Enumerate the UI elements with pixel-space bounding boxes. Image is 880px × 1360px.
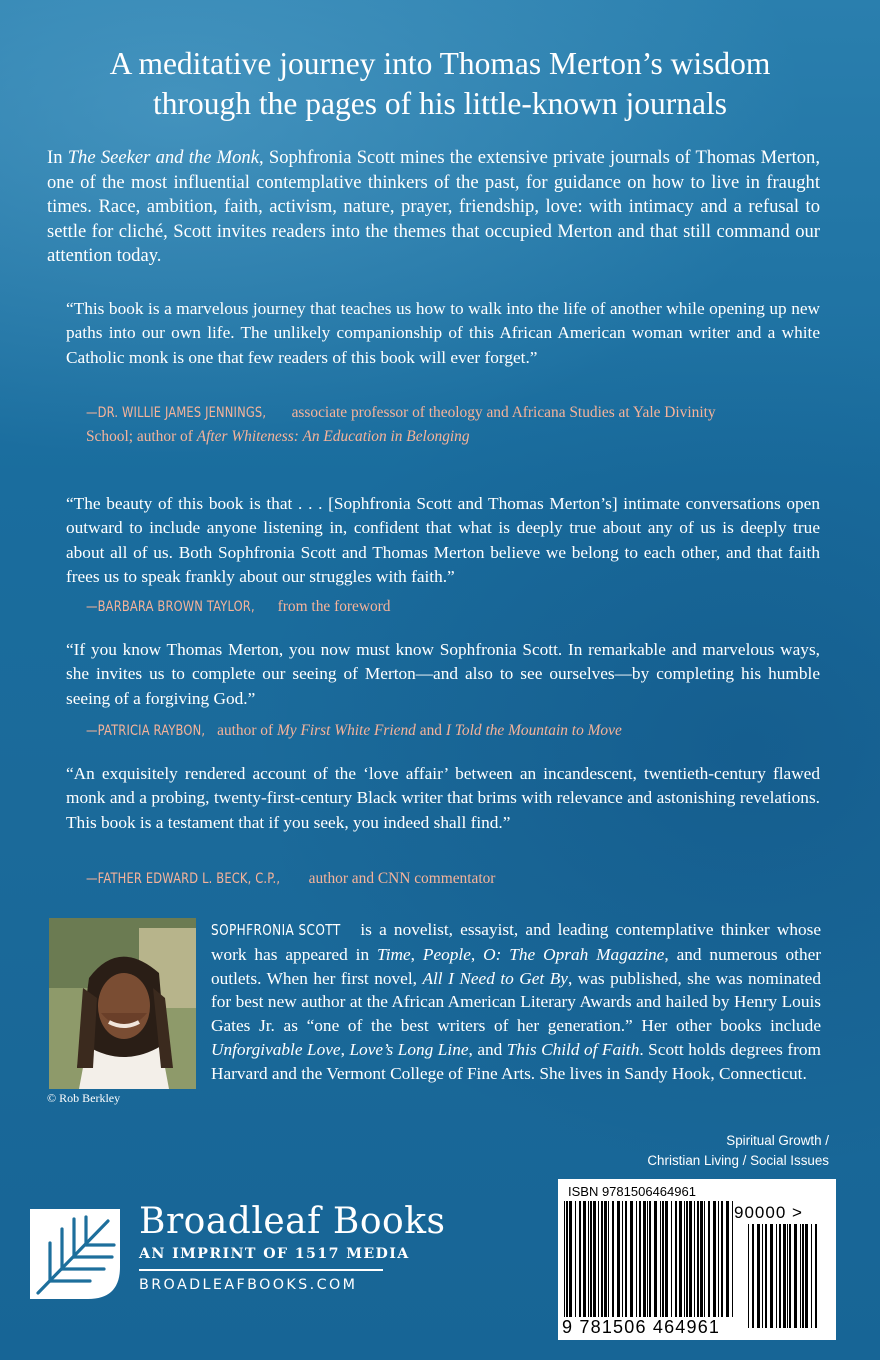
author-photo xyxy=(49,918,196,1089)
bio-text-8: . Scott holds degrees from Harvard and the Vermont College of Fine Arts. She lives in Sandy Hook, Connecticut. xyxy=(211,1039,821,1083)
bio-text-5: , was published, she was nominated for best new author at the African American Literary Awards and hailed by Henry Louis Gates Jr. as “one of the best writers of her generation.” Her other books include xyxy=(211,968,821,1036)
bio-book-4: This Child of Faith xyxy=(506,1039,640,1059)
author-bio xyxy=(211,918,821,1086)
intro-paragraph xyxy=(47,146,820,269)
bio-text-4: , and numerous other outlets. When her first novel, xyxy=(211,944,822,988)
publisher-url: BROADLEAFBOOKS.COM xyxy=(139,1277,358,1293)
photo-credit: © Rob Berkley xyxy=(47,1091,121,1105)
endorsement-attribution-1 xyxy=(86,401,766,448)
bio-text-2: , xyxy=(410,944,423,964)
endorser-book-1: After Whiteness: An Education in Belonging xyxy=(196,428,470,445)
endorsement-quote-2: “The beauty of this book is that . . . [Sophfronia Scott and Thomas Merton’s] intimate conversations open outward to include anyone listening in, confident that what is deeply true about any of us is deeply true about all of us. Both Sophfronia Scott and Thomas Merton believe we belong to each other, and that faith frees us to speak frankly about our struggles with faith.” xyxy=(66,494,820,587)
bio-text-3: , xyxy=(470,944,484,964)
headline-line-2: through the pages of his little-known journals xyxy=(153,86,727,121)
headline-line-1: A meditative journey into Thomas Merton’s wisdom xyxy=(109,46,771,81)
bio-text-6: , xyxy=(340,1039,350,1059)
bio-text-1: is a novelist, essayist, and leading contemplative thinker whose work has appeared in xyxy=(211,920,821,964)
intro-text-1: In xyxy=(47,147,68,168)
price-code: 90000 > xyxy=(734,1203,803,1222)
author-name: SOPHFRONIA SCOTT xyxy=(211,921,341,939)
bio-book-3: Love’s Long Line xyxy=(349,1039,469,1059)
category-line-2: Christian Living / Social Issues xyxy=(647,1152,829,1168)
endorser-desc-4: author and CNN commentator xyxy=(304,870,496,887)
endorsement-quote-1: “This book is a marvelous journey that teaches us how to walk into the life of another while opening up new paths into our own life. The unlikely companionship of this African American woman writer and a white Catholic monk is one that few readers of this book will ever forget.” xyxy=(66,299,820,367)
bio-pub-3: O: The Oprah Magazine xyxy=(483,944,665,964)
endorsement-quote-4: “An exquisitely rendered account of the ‘love affair’ between an incandescent, twentieth-century flawed monk and a probing, twenty-first-century Black writer that brims with relevance and astonishing revelations. This book is a testament that if you seek, you indeed shall find.” xyxy=(66,764,820,832)
endorsement-attribution-4 xyxy=(86,867,766,891)
bio-text-7: , and xyxy=(468,1039,507,1059)
broadleaf-leaf-logo-icon xyxy=(28,1207,122,1301)
ean13-bars xyxy=(562,1201,738,1319)
endorser-desc-3: author of xyxy=(213,722,277,739)
addon-bars xyxy=(746,1224,822,1328)
bio-pub-1: Time xyxy=(377,944,411,964)
publisher-divider xyxy=(139,1269,383,1271)
endorser-name-1: —DR. WILLIE JAMES JENNINGS, xyxy=(86,405,267,421)
author-portrait-illustration xyxy=(49,918,196,1089)
intro-book-title: The Seeker and the Monk xyxy=(67,147,259,168)
endorser-name-2: —BARBARA BROWN TAYLOR, xyxy=(86,599,255,615)
endorser-name-4: —FATHER EDWARD L. BECK, C.P., xyxy=(86,871,281,887)
intro-text-2: , Sophfronia Scott mines the extensive private journals of Thomas Merton, one of the most influential contemplative thinkers of the past, for guidance on how to live in fraught times. Race, ambition, faith, activism, nature, prayer, friendship, love: with intimacy and a refusal to settle for cliché, Scott invites readers into the themes that occupied Merton and that still command our attention today. xyxy=(47,147,820,267)
endorser-desc-2: from the foreword xyxy=(273,598,391,615)
endorsement-attribution-3 xyxy=(86,719,766,743)
endorser-and-3: and xyxy=(415,722,446,739)
endorser-book-3a: My First White Friend xyxy=(276,722,416,739)
category-line-1: Spiritual Growth / xyxy=(726,1133,829,1148)
bio-book-2: Unforgivable Love xyxy=(211,1039,341,1059)
headline xyxy=(40,44,840,124)
endorsement-attribution-2 xyxy=(86,595,766,619)
publisher-logo xyxy=(139,1201,446,1293)
bio-pub-2: People xyxy=(422,944,471,964)
bisac-category xyxy=(529,1131,829,1170)
isbn-barcode xyxy=(558,1179,836,1340)
publisher-brand: Broadleaf Books xyxy=(139,1201,446,1242)
endorser-name-3: —PATRICIA RAYBON, xyxy=(86,723,206,739)
bio-book-1: All I Need to Get By xyxy=(422,968,568,988)
endorsement-quote-3: “If you know Thomas Merton, you now must know Sophfronia Scott. In remarkable and marvelous ways, she invites us to complete our seeing of Merton—and also to see ourselves—by completing his humble seeing of a forgiving God.” xyxy=(66,640,820,708)
publisher-imprint: AN IMPRINT OF 1517 MEDIA xyxy=(139,1246,410,1262)
endorser-desc-1: associate professor of theology and Africana Studies at Yale Divinity School; author of xyxy=(86,404,716,445)
isbn-label: ISBN 9781506464961 xyxy=(568,1184,696,1199)
endorser-book-3b: I Told the Mountain to Move xyxy=(445,722,622,739)
barcode-digits: 9 781506 464961 xyxy=(562,1317,737,1338)
